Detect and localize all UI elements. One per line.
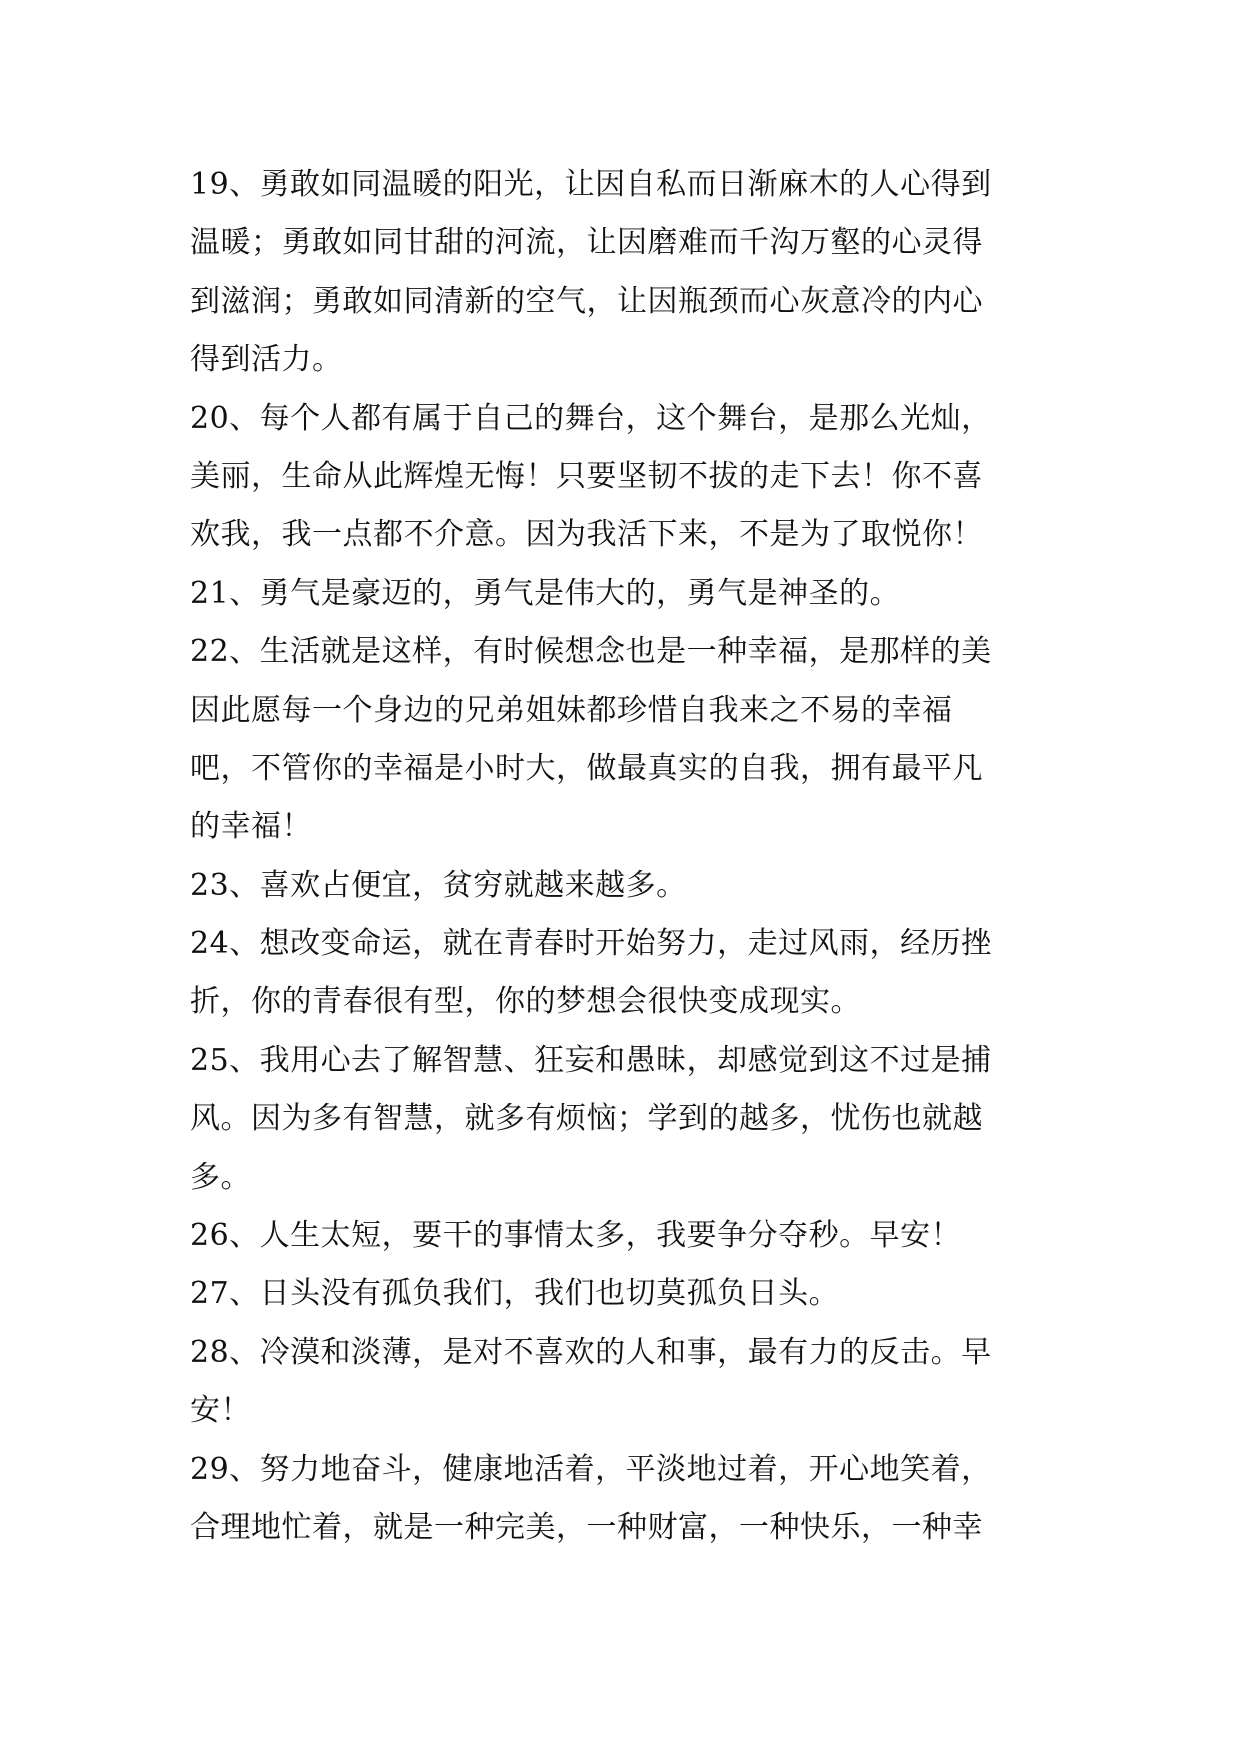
document-body — [190, 156, 1060, 1557]
text-line: 安！ — [190, 1393, 251, 1429]
text-line: 因此愿每一个身边的兄弟姐妹都珍惜自我来之不易的幸福 — [190, 692, 953, 728]
text-line: 21、勇气是豪迈的，勇气是伟大的，勇气是神圣的。 — [190, 575, 901, 611]
text-line: 25、我用心去了解智慧、狂妄和愚昧，却感觉到这不过是捕 — [190, 1042, 992, 1078]
text-line: 27、日头没有孤负我们，我们也切莫孤负日头。 — [190, 1276, 840, 1312]
text-line: 吧，不管你的幸福是小时大，做最真实的自我，拥有最平凡 — [190, 750, 983, 786]
text-line: 风。因为多有智慧，就多有烦恼；学到的越多，忧伤也就越 — [190, 1101, 983, 1137]
text-line: 得到活力。 — [190, 342, 343, 378]
text-line: 26、人生太短，要干的事情太多，我要争分夺秒。早安！ — [190, 1218, 962, 1254]
text-line: 合理地忙着，就是一种完美，一种财富，一种快乐，一种幸 — [190, 1509, 983, 1545]
text-line: 28、冷漠和淡薄，是对不喜欢的人和事，最有力的反击。早 — [190, 1334, 992, 1370]
text-line: 的幸福！ — [190, 809, 312, 845]
text-line: 19、勇敢如同温暖的阳光，让因自私而日渐麻木的人心得到 — [190, 167, 992, 202]
text-line: 23、喜欢占便宜，贫穷就越来越多。 — [190, 867, 687, 903]
text-line: 22、生活就是这样，有时候想念也是一种幸福，是那样的美 — [190, 634, 992, 670]
text-line: 折，你的青春很有型，你的梦想会很快变成现实。 — [190, 984, 861, 1020]
text-line: 多。 — [190, 1159, 251, 1195]
text-line: 29、努力地奋斗，健康地活着，平淡地过着，开心地笑着， — [190, 1451, 992, 1487]
text-line: 美丽，生命从此辉煌无悔！只要坚韧不拔的走下去！你不喜 — [190, 458, 983, 494]
text-line: 温暖；勇敢如同甘甜的河流，让因磨难而千沟万壑的心灵得 — [190, 225, 983, 261]
text-line: 20、每个人都有属于自己的舞台，这个舞台，是那么光灿， — [190, 400, 992, 436]
text-line: 到滋润；勇敢如同清新的空气，让因瓶颈而心灰意冷的内心 — [190, 283, 983, 319]
text-line: 24、想改变命运，就在青春时开始努力，走过风雨，经历挫 — [190, 926, 992, 962]
text-line: 欢我，我一点都不介意。因为我活下来，不是为了取悦你！ — [190, 517, 983, 553]
